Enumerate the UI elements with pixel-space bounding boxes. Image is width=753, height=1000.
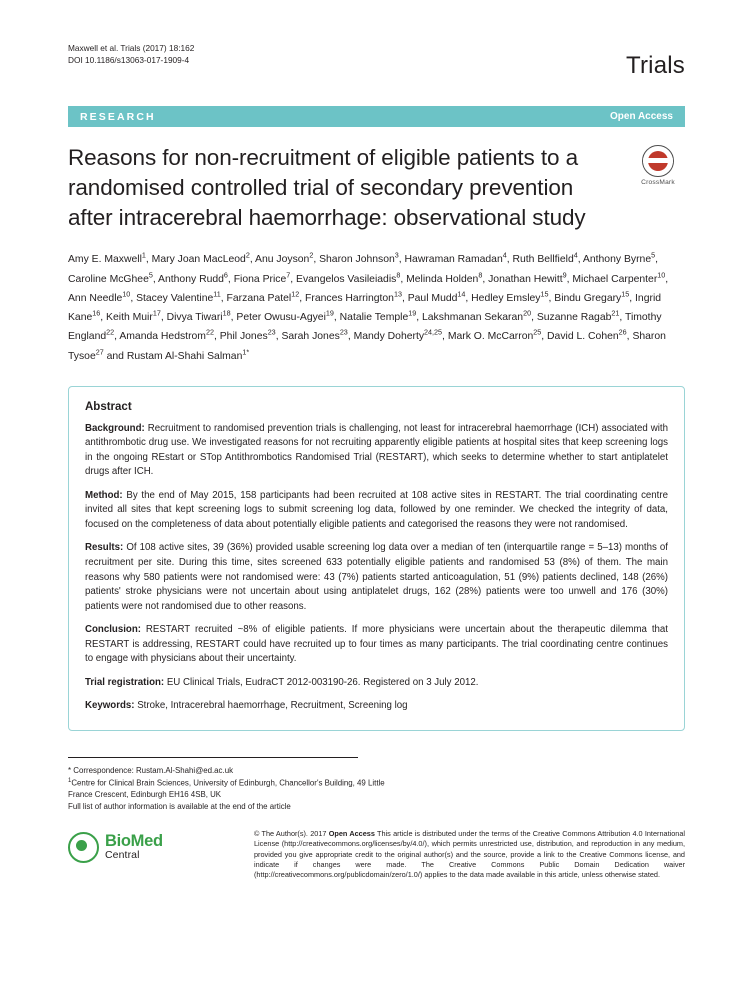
page-header <box>68 0 685 80</box>
abstract-keywords <box>85 699 668 714</box>
citation-block <box>68 42 194 66</box>
research-open-access-bar <box>68 106 685 127</box>
abstract-method-text: By the end of May 2015, 158 participants had been recruited at 108 active sites in RESTART. The trial coordinating centre invited all sites that kept screening logs to submit screening log data, followed by one reminder. We checked the integrity of data, focused on the completeness of data about potentially eligible patients and categorised the reasons they were not randomised. <box>85 489 668 530</box>
abstract-method <box>85 489 668 533</box>
crossmark-icon <box>642 145 674 177</box>
abstract-keywords-label: Keywords: <box>85 700 135 712</box>
abstract-conclusion-label: Conclusion: <box>85 624 141 636</box>
page-title: Reasons for non-recruitment of eligible patients to a randomised controlled trial of secondary prevention after intracerebral haemorrhage: observational study <box>68 145 586 230</box>
abstract-method-label: Method: <box>85 489 123 501</box>
license-body: This article is distributed under the terms of the Creative Commons Attribution 4.0 International License (http://creativecommons.org/licenses/by/4.0/), which permits unrestricted use, distribution, and reproduction in any medium, provided you give appropriate credit to the original author(s) and the source, provide a link to the Creative Commons license, and indicate if changes were made. The Creative Commons Public Domain Dedication waiver (http://creativecommons.org/publicdomain/zero/1.0/) applies to the data made available in this article, unless otherwise stated. <box>254 829 686 880</box>
abstract-trial-registration <box>85 676 668 691</box>
biomed-central-mark-icon <box>68 832 99 863</box>
full-author-list-note: Full list of author information is available at the end of the article <box>68 802 291 812</box>
citation-line-1: Maxwell et al. Trials (2017) 18:162 <box>68 43 195 53</box>
abstract-results-text: Of 108 active sites, 39 (36%) provided usable screening log data over a median of ten (interquartile range = 5–13) months of recruitment per site. During this time, sites screened 633 potentially eligible patients and randomised 53 (8%) of them. The main reasons why 580 patients were not randomised were: 43 (7%) patients started anticoagulation, 51 (9%) patients declined, 148 (26%) patients' stroke physicians were not uncertain about using antiplatelet drugs, 162 (28%) patients were too unwell and 176 (30%) patients were not randomised due to other reasons. <box>85 542 668 612</box>
correspondence-line[interactable]: * Correspondence: Rustam.Al-Shahi@ed.ac.uk <box>68 765 234 775</box>
biomed-label: BioMed <box>105 831 163 850</box>
abstract-background <box>85 422 668 480</box>
research-label: RESEARCH <box>80 110 156 123</box>
abstract-trial-registration-label: Trial registration: <box>85 676 165 688</box>
abstract-trial-registration-text: EU Clinical Trials, EudraCT 2012-003190-26. Registered on 3 July 2012. <box>164 676 479 688</box>
abstract-heading: Abstract <box>85 400 132 413</box>
central-label: Central <box>105 849 140 862</box>
abstract-results <box>85 541 668 614</box>
abstract-results-label: Results: <box>85 542 124 554</box>
crossmark-badge[interactable] <box>631 145 685 186</box>
author-list <box>68 250 673 366</box>
open-access-label: Open Access <box>610 111 673 122</box>
affiliation-line: $^1$Centre for Clinical Brain Sciences, University of Edinburgh, Chancellor's Building, 49 Little France Crescent, Edinburgh EH16 4SB, UK <box>68 777 385 800</box>
footnotes <box>68 765 398 813</box>
abstract-conclusion-text: RESTART recruited ~8% of eligible patients. If more physicians were uncertain about the therapeutic dilemma that RESTART is addressing, RESTART could have recruited up to four times as many participants. The trial coordinating centre continues to engage with physicians about their uncertainty. <box>85 624 668 665</box>
footnote-divider <box>68 757 358 758</box>
biomed-central-logo[interactable] <box>68 829 240 863</box>
abstract-box <box>68 386 685 731</box>
license-open-access: Open Access <box>328 829 375 838</box>
journal-title: Trials <box>626 52 685 79</box>
abstract-background-text: Recruitment to randomised prevention trials is challenging, not least for intracerebral haemorrhage (ICH) associated with antithrombotic drug use. We investigated reasons for not recruiting apparently eligible patients at hospital sites that keep screening logs in the ongoing REstart or STop Antithrombotics Randomised Trial (RESTART), which seeks to determine whether to start antiplatelet drugs after ICH. <box>85 422 668 478</box>
title-row <box>68 143 685 233</box>
license-copyright: © The Author(s). 2017 <box>254 829 329 838</box>
crossmark-label: CrossMark <box>641 179 675 186</box>
affiliation-text: Centre for Clinical Brain Sciences, University of Edinburgh, Chancellor's Building, 49 Little France Crescent, Edinburgh EH16 4SB, UK <box>68 778 385 800</box>
biomed-central-wordmark <box>105 833 163 862</box>
license-text <box>254 829 685 881</box>
citation-line-2: DOI 10.1186/s13063-017-1909-4 <box>68 55 190 66</box>
footer <box>68 829 685 881</box>
abstract-keywords-text: Stroke, Intracerebral haemorrhage, Recruitment, Screening log <box>134 700 408 712</box>
abstract-conclusion <box>85 623 668 667</box>
author-list-text: Amy E. Maxwell$^1$, Mary Joan MacLeod$^2$, Anu Joyson$^2$, Sharon Johnson$^3$, Hawraman Ramadan$^4$, Ruth Bellfield$^4$, Anthony Byrne$^5$, Caroline McGhee$^5$, Anthony Rudd$^6$, Fiona Price$^7$, Evangelos Vasileiadis$^8$, Melinda Holden$^8$, Jonathan Hewitt$^9$, Michael Carpenter$^{10}$, Ann Needle$^{10}$, Stacey Valentine$^{11}$, Farzana Patel$^{12}$, Frances Harrington$^{13}$, Paul Mudd$^{14}$, Hedley Emsley$^{15}$, Bindu Gregary$^{15}$, Ingrid Kane$^{16}$, Keith Muir$^{17}$, Divya Tiwari$^{18}$, Peter Owusu-Agyei$^{19}$, Natalie Temple$^{19}$, Lakshmanan Sekaran$^{20}$, Suzanne Ragab$^{21}$, Timothy England$^{22}$, Amanda Hedstrom$^{22}$, Phil Jones$^{23}$, Sarah Jones$^{23}$, Mandy Doherty$^{24,25}$, Mark O. McCarron$^{25}$, David L. Cohen$^{26}$, Sharon Tysoe$^{27}$ and Rustam Al-Shahi Salman$^{1*}$ <box>68 250 669 362</box>
abstract-background-label: Background: <box>85 422 145 434</box>
